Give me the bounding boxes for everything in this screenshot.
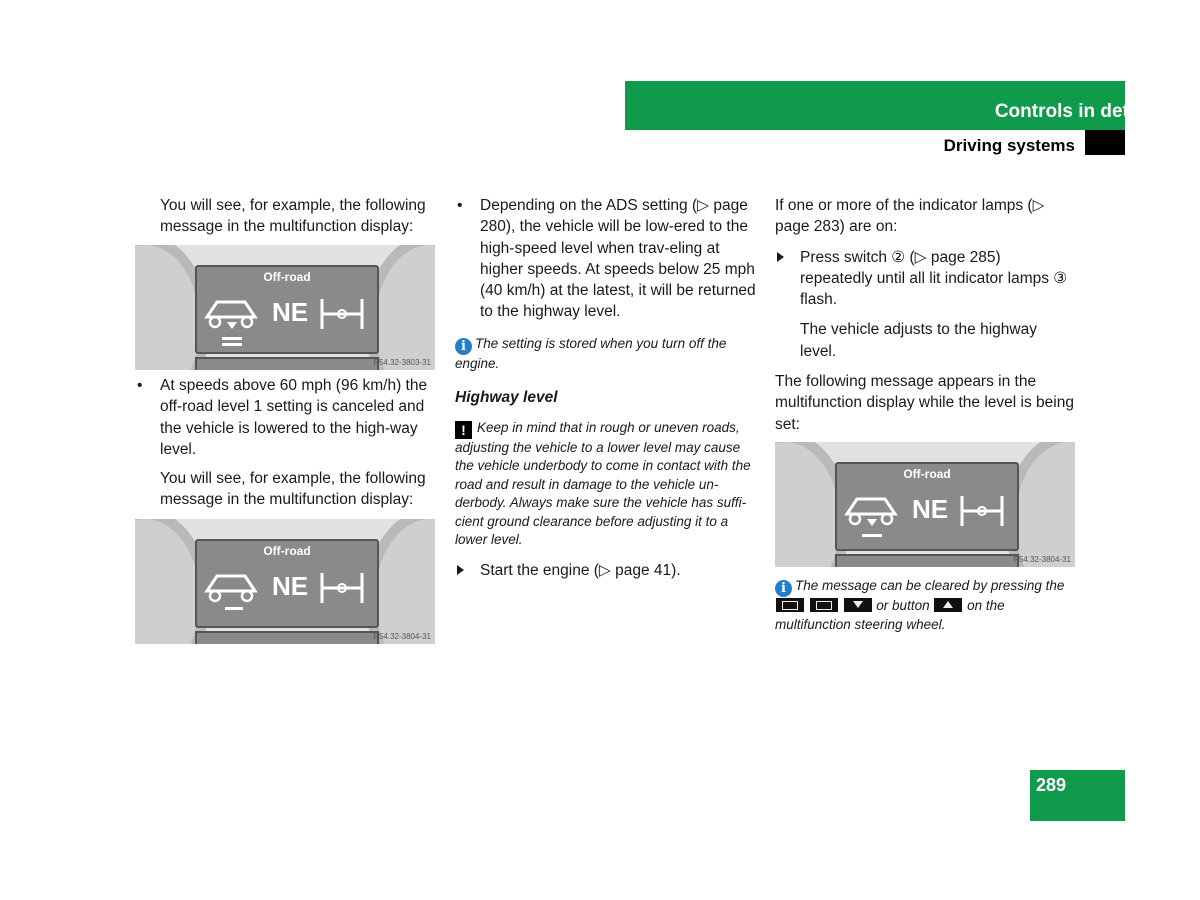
info-icon: i	[775, 580, 792, 597]
down-key-icon	[844, 598, 872, 612]
up-key-icon	[934, 598, 962, 612]
paragraph: You will see, for example, the following message in the multifunction display:	[160, 197, 426, 236]
header-marker	[1085, 130, 1125, 155]
display-key-icon	[776, 598, 804, 612]
step-arrow-icon	[777, 252, 784, 262]
bullet-item: • At speeds above 60 mph (96 km/h) the off-road level 1 setting is canceled and the vehicle is lowered to the high-way level.	[137, 377, 428, 458]
paragraph: You will see, for example, the following message in the multifunction display:	[160, 470, 426, 509]
display-key-icon	[810, 598, 838, 612]
step-arrow-icon	[457, 565, 464, 575]
vehicle-level-icon	[197, 541, 377, 626]
warning-note: ! Keep in mind that in rough or uneven roads, adjusting the vehicle to a lower level may cause the vehicle underbody to come in contact with the road and result in damage to the vehicle un-derbody. Always make sure the vehicle has suffi-cient ground clearance before adjusting it to a lower level.	[455, 419, 751, 548]
column-3	[775, 195, 1075, 435]
display-ne: NE	[912, 494, 949, 524]
display-ne: NE	[272, 297, 309, 327]
section-subtitle: Driving systems	[943, 136, 1075, 155]
figure-code: P54.32-3804-31	[1013, 555, 1071, 564]
warning-icon: !	[455, 421, 472, 439]
info-note-keys: i The message can be cleared by pressing the or button on the multifunction steering wheel.	[775, 578, 1065, 632]
figure-code: P54.32-3803-31	[373, 358, 431, 367]
section-heading: Highway level	[455, 389, 558, 407]
step-item: Start the engine (▷ page 41).	[455, 560, 757, 581]
display-figure-1	[135, 245, 435, 370]
display-ne: NE	[272, 571, 309, 601]
bullet-item: • Depending on the ADS setting (▷ page 280), the vehicle will be low-ered to the high-speed level when trav-eling at higher speeds. At speeds below 25 mph (40 km/h) at the latest, it will be returned to the highway level.	[457, 197, 756, 321]
display-title: Off-road	[263, 544, 311, 558]
column-1-lower	[135, 375, 435, 511]
display-title: Off-road	[263, 270, 311, 284]
display-figure-3	[775, 442, 1075, 567]
step-result: The vehicle adjusts to the highway level.	[800, 321, 1037, 360]
paragraph: The following message appears in the multifunction display while the level is being set:	[775, 373, 1074, 433]
display-figure-2	[135, 519, 435, 644]
figure-code: P54.32-3804-31	[373, 632, 431, 641]
page-number: 289	[1036, 775, 1067, 795]
section-title: Controls in detail	[994, 101, 1150, 122]
info-icon: i	[455, 338, 472, 355]
paragraph: If one or more of the indicator lamps (▷ page 283) are on:	[775, 197, 1045, 236]
column-1	[135, 195, 435, 238]
multifunction-display	[835, 462, 1019, 551]
vehicle-level-icon	[197, 267, 377, 352]
multifunction-display	[195, 265, 379, 354]
step-item: Press switch ② (▷ page 285) repeatedly until all lit indicator lamps ③ flash.	[775, 247, 1075, 311]
vehicle-level-icon	[837, 464, 1017, 549]
info-note: i The setting is stored when you turn off the engine.	[455, 335, 727, 371]
column-2	[455, 195, 757, 581]
multifunction-display	[195, 539, 379, 628]
display-title: Off-road	[903, 467, 951, 481]
